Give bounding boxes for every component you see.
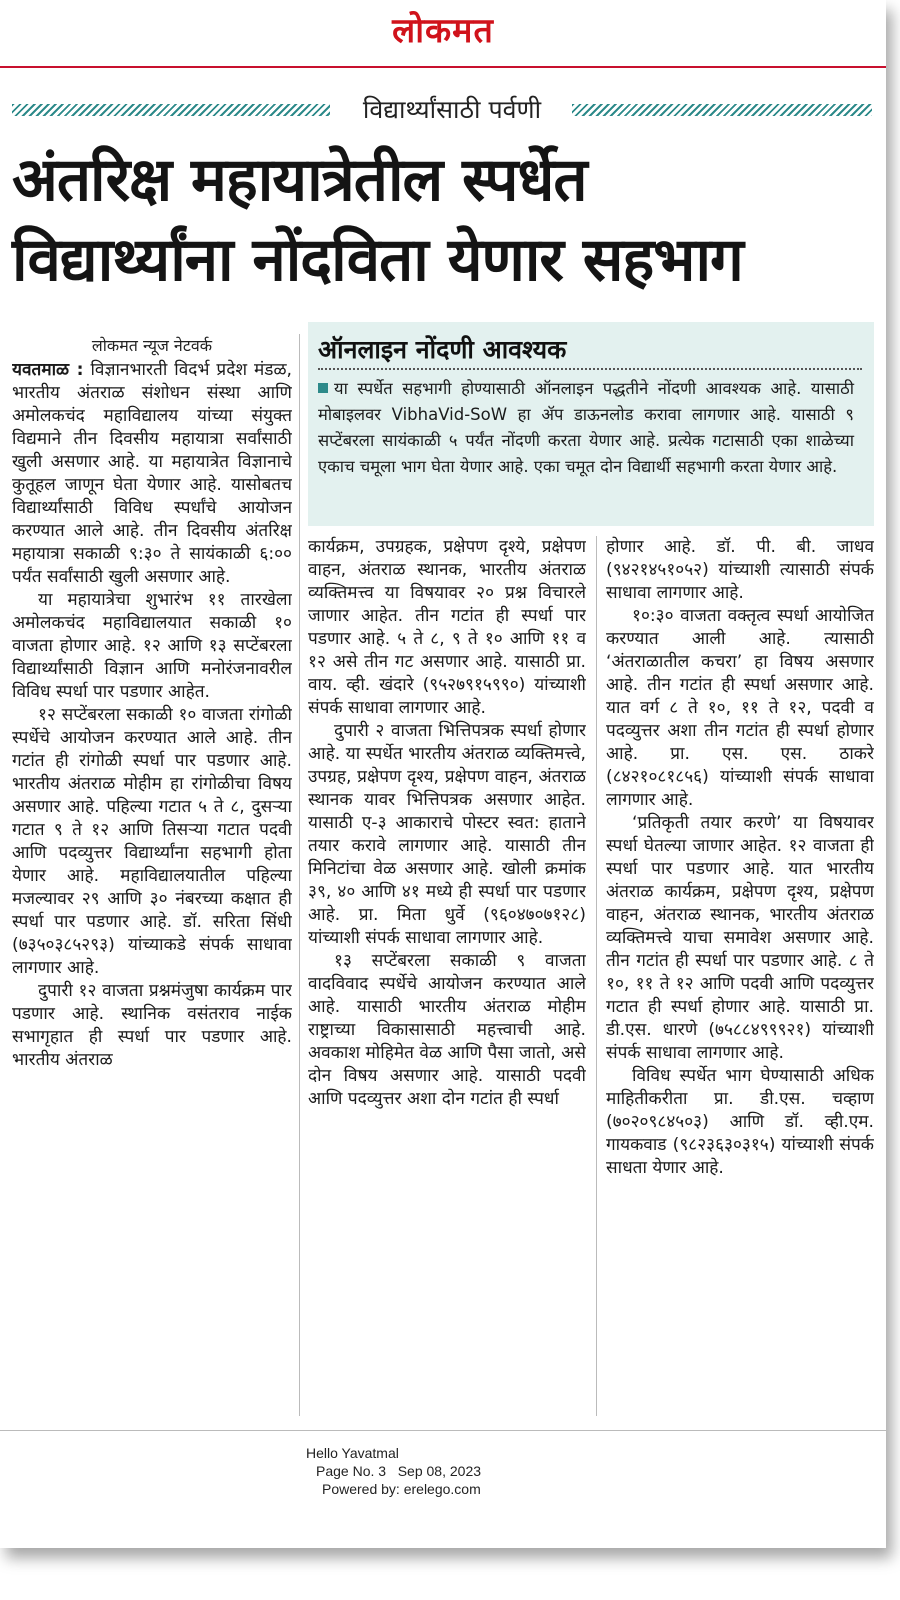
article-paragraph: १२ सप्टेंबरला सकाळी १० वाजता रांगोळी स्पर्धेचे आयोजन करण्यात आले आहे. तीन गटांत ही रांगोळी स्पर्धा पार पडणार आहे. भारतीय अंतराळ मोहीम हा रांगोळीचा विषय असणार आहे. पहिल्या गटात ५ ते ८, दुसऱ्या गटात ९ ते १२ आणि तिसऱ्या गटात पदवी आणि पदव्युत्तर विद्यार्थ्यांना सहभागी होता येणार आहे. महाविद्यालयातील पहिल्या मजल्यावर २९ आणि ३० नंबरच्या कक्षात ही स्पर्धा पार पडणार आहे. डॉ. सरिता सिंधी (७३५०३८५२९३) यांच्याकडे संपर्क साधावा लागणार आहे. — [12, 705, 292, 978]
headline-line-1: अंतरिक्ष महायात्रेतील स्पर्धेत — [12, 145, 587, 215]
article-paragraph: होणार आहे. डॉ. पी. बी. जाधव (९४२१४५१०५२) यांच्याशी त्यासाठी संपर्क साधावा लागणार आहे. — [606, 537, 874, 603]
headline-line-2: विद्यार्थ्यांना नोंदविता येणार सहभाग — [12, 225, 743, 295]
byline: लोकमत न्यूज नेटवर्क — [91, 336, 213, 355]
column-divider — [596, 536, 597, 1416]
article-paragraph: विविध स्पर्धेत भाग घेण्यासाठी अधिक माहितीकरीता प्रा. डी.एस. चव्हाण (७०२०९८४५०३) आणि डॉ. व्ही.एम. गायकवाड (९८२३६३०३१५) यांच्याशी संपर्क साधता येणार आहे. — [606, 1066, 874, 1178]
footer-page-date: Page No. 3 Sep 08, 2023 — [316, 1463, 482, 1479]
hatch-decoration-right — [572, 104, 872, 116]
footer-edition: Hello Yavatmal — [306, 1445, 399, 1461]
square-bullet-icon — [318, 383, 328, 393]
article-paragraph: ‘प्रतिकृती तयार करणे’ या विषयावर स्पर्धा घेतल्या जाणार आहेत. १२ वाजता ही स्पर्धा पार पडणार आहे. यात भारतीय अंतराळ कार्यक्रम, प्रक्षेपण दृश्य, प्रक्षेपण वाहन, अंतराळ स्थानक, भारतीय अंतराळ व्यक्तिमत्त्वे याचा समावेश असणार आहे. तीन गटांत ही स्पर्धा पार पडणार आहे. ८ ते १०, ११ ते १२ आणि पदवी आणि पदव्युत्तर गटात ही स्पर्धा होणार आहे. यासाठी प्रा. डी.एस. धारणे (७५८८४९९९२१) यांच्याशी संपर्क साधावा लागणार आहे. — [606, 813, 874, 1063]
article-paragraph: १३ सप्टेंबरला सकाळी ९ वाजता वादविवाद स्पर्धेचे आयोजन करण्यात आले आहे. यासाठी भारतीय अंतराळ मोहीम राष्ट्राच्या विकासासाठी महत्त्वाची आहे. अवकाश मोहिमेत वेळ आणि पैसा जातो, असे दोन विषय असणार आहे. यासाठी पदवी आणि पदव्युत्तर अशा दोन गटांत ही स्पर्धा — [308, 951, 586, 1109]
page-footer — [300, 1444, 560, 1498]
box-divider — [318, 368, 862, 370]
column-divider — [299, 334, 300, 1416]
article-paragraph: या महायात्रेचा शुभारंभ ११ तारखेला अमोलकचंद महाविद्यालयात सकाळी १० वाजता होणार आहे. १२ आणि १३ सप्टेंबरला विद्यार्थ्यांसाठी विज्ञान आणि मनोरंजनावरील विविध स्पर्धा पार पडणार आहेत. — [12, 590, 292, 702]
article-paragraph: १०:३० वाजता वक्तृत्व स्पर्धा आयोजित करण्यात आली आहे. त्यासाठी ‘अंतराळातील कचरा’ हा विषय असणार आहे. तीन गटांत ही स्पर्धा असणार आहे. यात वर्ग ८ ते १०, ११ ते १२, पदवी व पदव्युत्तर अशा तीन गटांत ही स्पर्धा होणार आहे. प्रा. एस. एस. ठाकरे (८४२१०८१८५६) यांच्याशी संपर्क साधावा लागणार आहे. — [606, 606, 874, 810]
online-registration-box — [308, 322, 874, 526]
headline — [12, 140, 874, 300]
section-label: विद्यार्थ्यांसाठी पर्वणी — [362, 95, 542, 124]
section-strip — [12, 90, 872, 130]
lokmat-logo: लोकमत — [392, 11, 494, 51]
article-column-1 — [12, 334, 292, 1414]
article-paragraph: दुपारी २ वाजता भित्तिपत्रक स्पर्धा होणार आहे. या स्पर्धेत भारतीय अंतराळ व्यक्तिमत्त्वे, उपग्रह, प्रक्षेपण दृश्य, प्रक्षेपण वाहन, अंतराळ स्थानक यावर भित्तिपत्रक असणार आहेत. यासाठी ए-३ आकाराचे पोस्टर स्वत: हाताने तयार करावे लागणार आहे. यासाठी तीन मिनिटांचा वेळ असणार आहे. खोली क्रमांक ३९, ४० आणि ४१ मध्ये ही स्पर्धा पार पडणार आहे. प्रा. मिता धुर्वे (९६०४७०७१२८) यांच्याशी संपर्क साधावा लागणार आहे. — [308, 721, 586, 948]
footer-powered-by: Powered by: erelego.com — [322, 1481, 481, 1497]
masthead — [0, 0, 886, 68]
article-paragraph: यवतमाळ : विज्ञानभारती विदर्भ प्रदेश मंडळ, भारतीय अंतराळ संशोधन संस्था आणि अमोलकचंद महाविद्यालय यांच्या संयुक्त विद्यमाने तीन दिवसीय महायात्रा सर्वांसाठी खुली असणार आहे. या महायात्रेत विज्ञानाचे कुतूहल जाणून घेता येणार आहे. यासोबतच विद्यार्थ्यांसाठी विविध स्पर्धांचे आयोजन करण्यात आले आहे. तीन दिवसीय अंतरिक्ष महायात्रा सकाळी ९:३० ते सायंकाळी ६:०० पर्यंत सर्वांसाठी खुली असणार आहे. — [12, 360, 292, 587]
box-body: या स्पर्धेत सहभागी होण्यासाठी ऑनलाइन पद्धतीने नोंदणी आवश्यक आहे. यासाठी मोबाइलवर VibhaVid-SoW हा ॲप डाऊनलोड करावा लागणार आहे. यासाठी ९ सप्टेंबरला सायंकाळी ५ पर्यंत नोंदणी करता येणार आहे. प्रत्येक गटासाठी एका शाळेच्या एकाच चमूला भाग घेता येणार आहे. एका चमूत दोन विद्यार्थी सहभागी करता येणार आहे. — [318, 379, 854, 476]
dateline: यवतमाळ : — [12, 360, 84, 380]
box-title: ऑनलाइन नोंदणी आवश्यक — [318, 335, 567, 364]
hatch-decoration-left — [12, 104, 330, 116]
article-column-2 — [308, 536, 586, 1416]
article-paragraph: दुपारी १२ वाजता प्रश्नमंजुषा कार्यक्रम पार पडणार आहे. स्थानिक वसंतराव नाईक सभागृहात ही स्पर्धा पार पडणार आहे. भारतीय अंतराळ — [12, 981, 292, 1070]
article-column-3 — [606, 536, 874, 1416]
article-paragraph: कार्यक्रम, उपग्रहक, प्रक्षेपण दृश्ये, प्रक्षेपण वाहन, अंतराळ स्थानक, भारतीय अंतराळ व्यक्तिमत्त्व या विषयावर २० प्रश्न विचारले जाणार आहेत. तीन गटांत ही स्पर्धा पार पडणार आहे. ५ ते ८, ९ ते १० आणि ११ व १२ असे तीन गट असणार आहे. यासाठी प्रा. वाय. व्ही. खंदारे (९५२७९१५९९०) यांच्याशी संपर्क साधावा लागणार आहे. — [308, 537, 586, 718]
footer-divider — [0, 1430, 886, 1431]
